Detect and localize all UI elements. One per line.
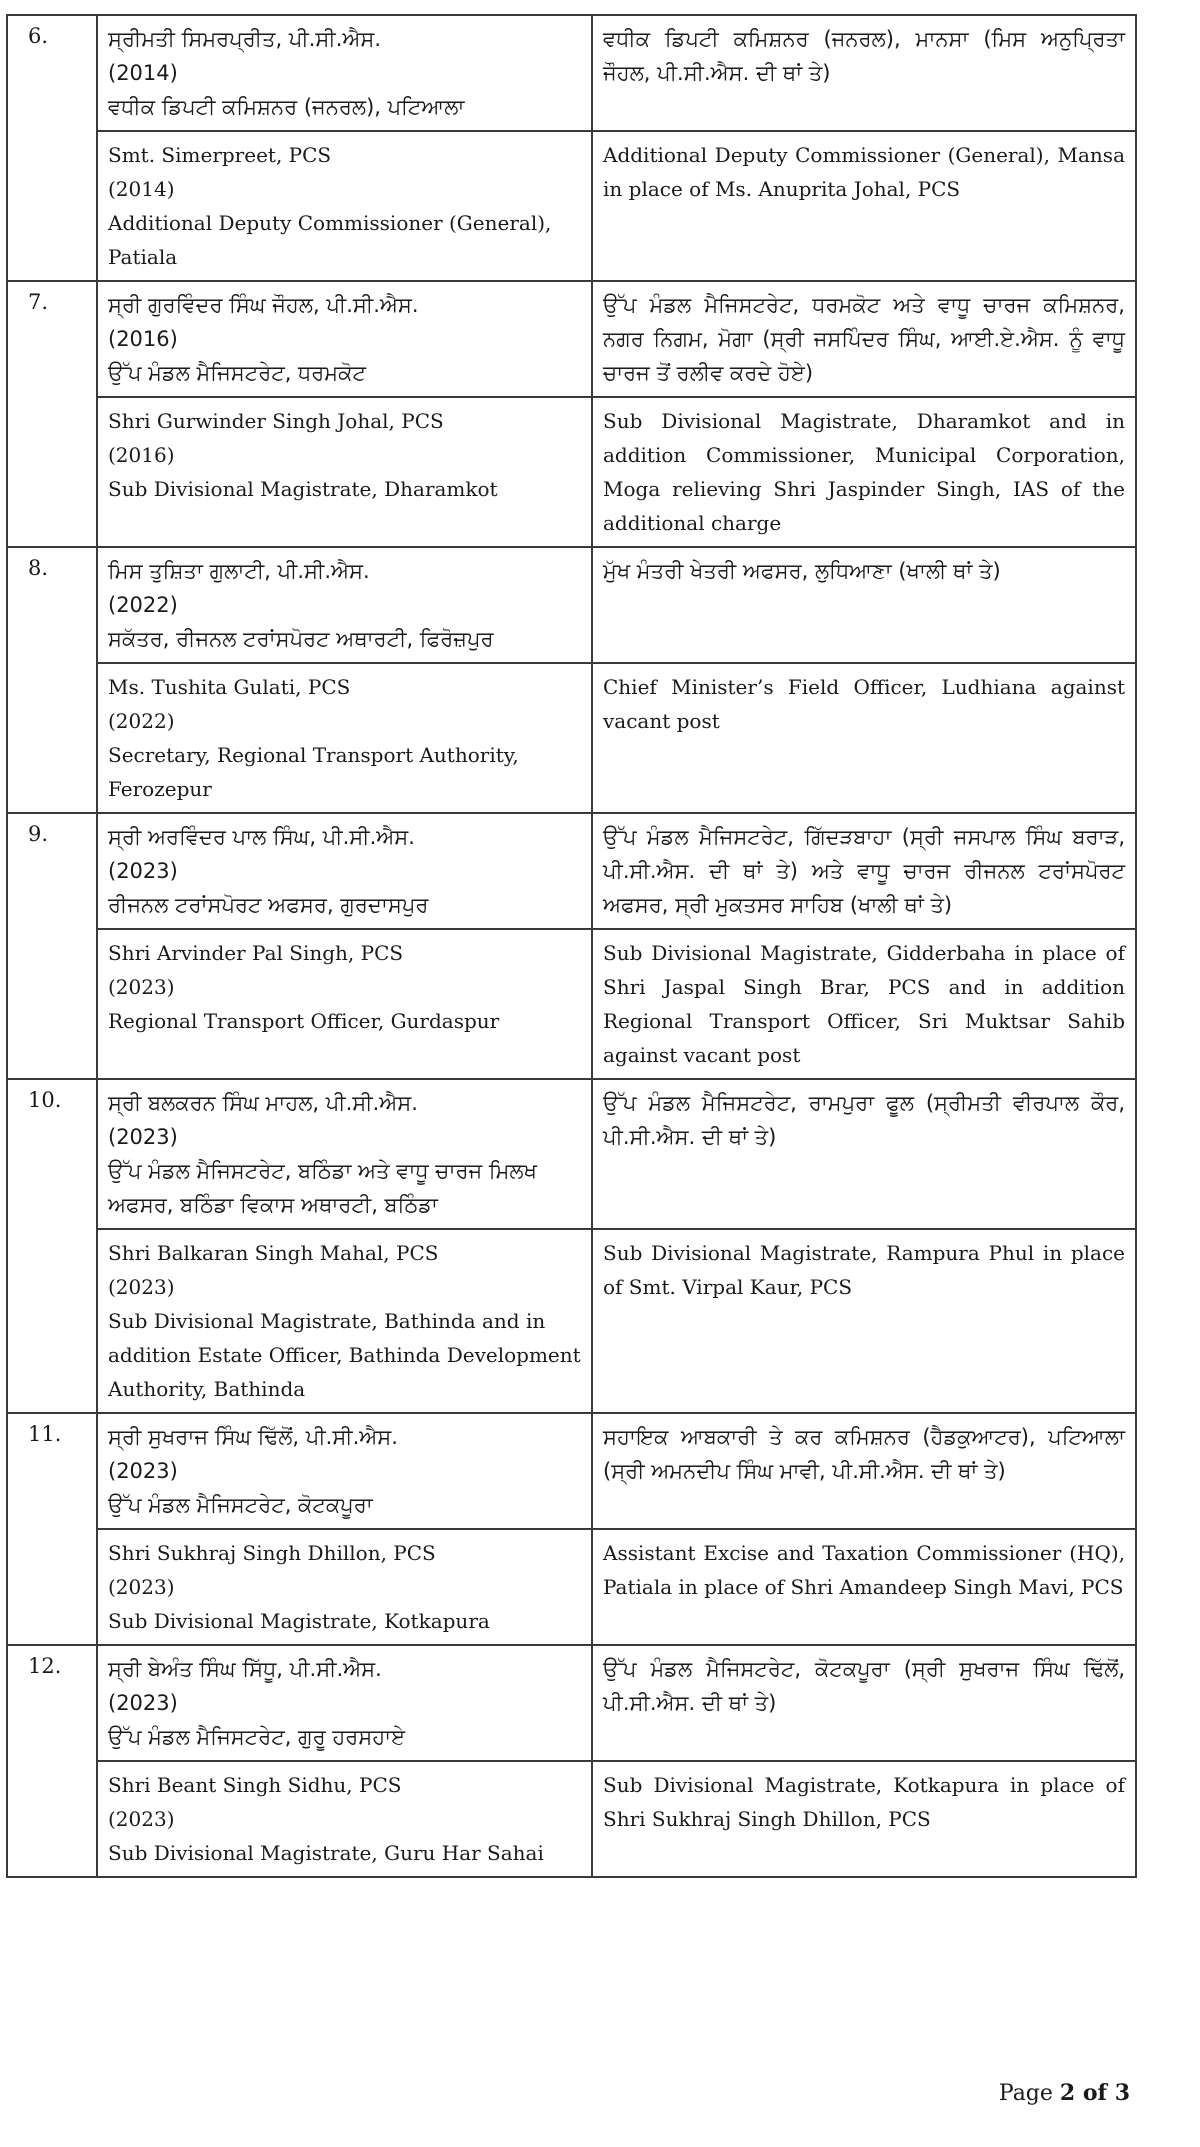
officer-line: ਸ੍ਰੀਮਤੀ ਸਿਮਰਪ੍ਰੀਤ, ਪੀ.ਸੀ.ਐਸ.: [108, 27, 382, 51]
transfer-entry: [8, 546, 1135, 812]
officer-line: ਮਿਸ ਤੁਸ਼ਿਤਾ ਗੁਲਾਟੀ, ਪੀ.ਸੀ.ਐਸ.: [108, 559, 370, 583]
officer-line: Regional Transport Officer, Gurdaspur: [108, 1009, 500, 1033]
officer-line: (2023): [108, 1275, 175, 1299]
punjabi-new-posting: ਮੁੱਖ ਮੰਤਰੀ ਖੇਤਰੀ ਅਫਸਰ, ਲੁਧਿਆਣਾ (ਖਾਲੀ ਥਾਂ ਤੇ): [603, 559, 1001, 583]
transfer-entry: [8, 812, 1135, 1078]
officer-line: ਵਧੀਕ ਡਿਪਟੀ ਕਮਿਸ਼ਨਰ (ਜਨਰਲ), ਪਟਿਆਲਾ: [108, 95, 465, 119]
officer-line: ਸ੍ਰੀ ਅਰਵਿੰਦਰ ਪਾਲ ਸਿੰਘ, ਪੀ.ਸੀ.ਐਸ.: [108, 825, 415, 849]
page-number: [999, 2080, 1130, 2106]
entry-number: 8.: [8, 548, 98, 812]
officer-line: (2016): [108, 327, 178, 351]
entry-number: 7.: [8, 282, 98, 546]
english-new-posting: Assistant Excise and Taxation Commissioner (HQ), Patiala in place of Shri Amandeep Singh Mavi, PCS: [593, 1528, 1135, 1644]
officer-line: ਸ੍ਰੀ ਬੇਅੰਤ ਸਿੰਘ ਸਿੱਧੂ, ਪੀ.ਸੀ.ਐਸ.: [108, 1657, 382, 1681]
english-officer-details: [98, 396, 593, 546]
punjabi-officer-details: [98, 1646, 593, 1760]
punjabi-new-posting: ਉੱਪ ਮੰਡਲ ਮੈਜਿਸਟਰੇਟ, ਰਾਮਪੁਰਾ ਫੂਲ (ਸ੍ਰੀਮਤੀ ਵੀਰਪਾਲ ਕੌਰ, ਪੀ.ਸੀ.ਐਸ. ਦੀ ਥਾਂ ਤੇ): [603, 1091, 1125, 1149]
officer-line: Additional Deputy Commissioner (General), Patiala: [108, 211, 552, 269]
english-new-posting: Sub Divisional Magistrate, Rampura Phul in place of Smt. Virpal Kaur, PCS: [593, 1228, 1135, 1412]
entry-number: 11.: [8, 1414, 98, 1644]
english-officer-details: [98, 130, 593, 280]
officer-line: ਰੀਜਨਲ ਟਰਾਂਸਪੋਰਟ ਅਫਸਰ, ਗੁਰਦਾਸਪੁਰ: [108, 893, 429, 917]
punjabi-new-posting: ਉੱਪ ਮੰਡਲ ਮੈਜਿਸਟਰੇਟ, ਗਿੱਦੜਬਾਹਾ (ਸ੍ਰੀ ਜਸਪਾਲ ਸਿੰਘ ਬਰਾੜ, ਪੀ.ਸੀ.ਐਸ. ਦੀ ਥਾਂ ਤੇ) ਅਤੇ ਵਾਧੂ ਚਾਰਜ ਰੀਜਨਲ ਟਰਾਂਸਪੋਰਟ ਅਫਸਰ, ਸ੍ਰੀ ਮੁਕਤਸਰ ਸਾਹਿਬ (ਖਾਲੀ ਥਾਂ ਤੇ): [603, 825, 1125, 917]
punjabi-new-posting: ਉੱਪ ਮੰਡਲ ਮੈਜਿਸਟਰੇਟ, ਧਰਮਕੋਟ ਅਤੇ ਵਾਧੂ ਚਾਰਜ ਕਮਿਸ਼ਨਰ, ਨਗਰ ਨਿਗਮ, ਮੋਗਾ (ਸ੍ਰੀ ਜਸਪਿੰਦਰ ਸਿੰਘ, ਆਈ.ਏ.ਐਸ. ਨੂੰ ਵਾਧੂ ਚਾਰਜ ਤੋਂ ਰਲੀਵ ਕਰਦੇ ਹੋਏ): [603, 293, 1125, 385]
officer-line: ਸਕੱਤਰ, ਰੀਜਨਲ ਟਰਾਂਸਪੋਰਟ ਅਥਾਰਟੀ, ਫਿਰੋਜ਼ਪੁਰ: [108, 627, 494, 651]
officer-line: ਉੱਪ ਮੰਡਲ ਮੈਜਿਸਟਰੇਟ, ਧਰਮਕੋਟ: [108, 361, 366, 385]
punjabi-officer-details: [98, 548, 593, 662]
english-new-posting: Chief Minister’s Field Officer, Ludhiana against vacant post: [593, 662, 1135, 812]
officer-line: (2022): [108, 709, 175, 733]
officer-line: (2016): [108, 443, 175, 467]
officer-line: Sub Divisional Magistrate, Dharamkot: [108, 477, 498, 501]
officer-line: (2023): [108, 1575, 175, 1599]
officer-line: ਸ੍ਰੀ ਬਲਕਰਨ ਸਿੰਘ ਮਾਹਲ, ਪੀ.ਸੀ.ਐਸ.: [108, 1091, 418, 1115]
officer-line: Sub Divisional Magistrate, Bathinda and in addition Estate Officer, Bathinda Development Authority, Bathinda: [108, 1309, 581, 1401]
page-prefix: Page: [998, 2081, 1060, 2106]
officer-line: ਉੱਪ ਮੰਡਲ ਮੈਜਿਸਟਰੇਟ, ਬਠਿੰਡਾ ਅਤੇ ਵਾਧੂ ਚਾਰਜ ਮਿਲਖ ਅਫਸਰ, ਬਠਿੰਡਾ ਵਿਕਾਸ ਅਥਾਰਟੀ, ਬਠਿੰਡਾ: [108, 1159, 537, 1217]
officer-line: ਉੱਪ ਮੰਡਲ ਮੈਜਿਸਟਰੇਟ, ਗੁਰੂ ਹਰਸਹਾਏ: [108, 1725, 406, 1749]
officer-line: (2023): [108, 1125, 178, 1149]
officer-line: Shri Beant Singh Sidhu, PCS: [108, 1773, 402, 1797]
english-officer-details: [98, 1228, 593, 1412]
page-total: 3: [1114, 2080, 1130, 2106]
officer-line: Secretary, Regional Transport Authority, Ferozepur: [108, 743, 519, 801]
officer-line: (2022): [108, 593, 178, 617]
officer-line: (2023): [108, 1459, 178, 1483]
officer-line: ਉੱਪ ਮੰਡਲ ਮੈਜਿਸਟਰੇਟ, ਕੋਟਕਪੂਰਾ: [108, 1493, 373, 1517]
punjabi-officer-details: [98, 814, 593, 928]
transfer-orders-table: [6, 14, 1137, 1878]
transfer-entry: [8, 16, 1135, 280]
officer-line: (2023): [108, 859, 178, 883]
transfer-entry: [8, 280, 1135, 546]
english-new-posting: Sub Divisional Magistrate, Kotkapura in place of Shri Sukhraj Singh Dhillon, PCS: [593, 1760, 1135, 1876]
officer-line: Shri Sukhraj Singh Dhillon, PCS: [108, 1541, 436, 1565]
officer-line: Sub Divisional Magistrate, Guru Har Sahai: [108, 1841, 544, 1865]
officer-line: Ms. Tushita Gulati, PCS: [108, 675, 351, 699]
transfer-entry: [8, 1644, 1135, 1876]
english-new-posting: Sub Divisional Magistrate, Gidderbaha in place of Shri Jaspal Singh Brar, PCS and in addition Regional Transport Officer, Sri Muktsar Sahib against vacant post: [593, 928, 1135, 1078]
english-new-posting: Additional Deputy Commissioner (General), Mansa in place of Ms. Anuprita Johal, PCS: [593, 130, 1135, 280]
officer-line: ਸ੍ਰੀ ਗੁਰਵਿੰਦਰ ਸਿੰਘ ਜੌਹਲ, ਪੀ.ਸੀ.ਐਸ.: [108, 293, 419, 317]
officer-line: ਸ੍ਰੀ ਸੁਖਰਾਜ ਸਿੰਘ ਢਿੱਲੋਂ, ਪੀ.ਸੀ.ਐਸ.: [108, 1425, 398, 1449]
punjabi-new-posting: ਸਹਾਇਕ ਆਬਕਾਰੀ ਤੇ ਕਰ ਕਮਿਸ਼ਨਰ (ਹੈਡਕੁਆਟਰ), ਪਟਿਆਲਾ (ਸ੍ਰੀ ਅਮਨਦੀਪ ਸਿੰਘ ਮਾਵੀ, ਪੀ.ਸੀ.ਐਸ. ਦੀ ਥਾਂ ਤੇ): [603, 1425, 1125, 1483]
english-new-posting: Sub Divisional Magistrate, Dharamkot and in addition Commissioner, Municipal Corporation, Moga relieving Shri Jaspinder Singh, IAS of the additional charge: [593, 396, 1135, 546]
english-officer-details: [98, 928, 593, 1078]
officer-line: Shri Balkaran Singh Mahal, PCS: [108, 1241, 439, 1265]
entry-number: 12.: [8, 1646, 98, 1876]
entry-number: 10.: [8, 1080, 98, 1412]
officer-line: Sub Divisional Magistrate, Kotkapura: [108, 1609, 490, 1633]
english-officer-details: [98, 1760, 593, 1876]
officer-line: (2014): [108, 61, 178, 85]
page-of: of: [1075, 2080, 1115, 2106]
officer-line: (2023): [108, 1807, 175, 1831]
officer-line: (2023): [108, 1691, 178, 1715]
english-officer-details: [98, 1528, 593, 1644]
punjabi-new-posting: ਵਧੀਕ ਡਿਪਟੀ ਕਮਿਸ਼ਨਰ (ਜਨਰਲ), ਮਾਨਸਾ (ਮਿਸ ਅਨੁਪ੍ਰਿਤਾ ਜੌਹਲ, ਪੀ.ਸੀ.ਐਸ. ਦੀ ਥਾਂ ਤੇ): [603, 27, 1125, 85]
punjabi-officer-details: [98, 16, 593, 130]
entry-number: 9.: [8, 814, 98, 1078]
officer-line: (2023): [108, 975, 175, 999]
punjabi-officer-details: [98, 1080, 593, 1228]
punjabi-new-posting: ਉੱਪ ਮੰਡਲ ਮੈਜਿਸਟਰੇਟ, ਕੋਟਕਪੂਰਾ (ਸ੍ਰੀ ਸੁਖਰਾਜ ਸਿੰਘ ਢਿੱਲੋਂ, ਪੀ.ਸੀ.ਐਸ. ਦੀ ਥਾਂ ਤੇ): [603, 1657, 1125, 1715]
officer-line: Shri Gurwinder Singh Johal, PCS: [108, 409, 444, 433]
transfer-entry: [8, 1078, 1135, 1412]
punjabi-officer-details: [98, 282, 593, 396]
transfer-entry: [8, 1412, 1135, 1644]
officer-line: (2014): [108, 177, 175, 201]
english-officer-details: [98, 662, 593, 812]
page-current: 2: [1059, 2080, 1076, 2106]
officer-line: Smt. Simerpreet, PCS: [108, 143, 332, 167]
punjabi-officer-details: [98, 1414, 593, 1528]
entry-number: 6.: [8, 16, 98, 280]
officer-line: Shri Arvinder Pal Singh, PCS: [108, 941, 404, 965]
